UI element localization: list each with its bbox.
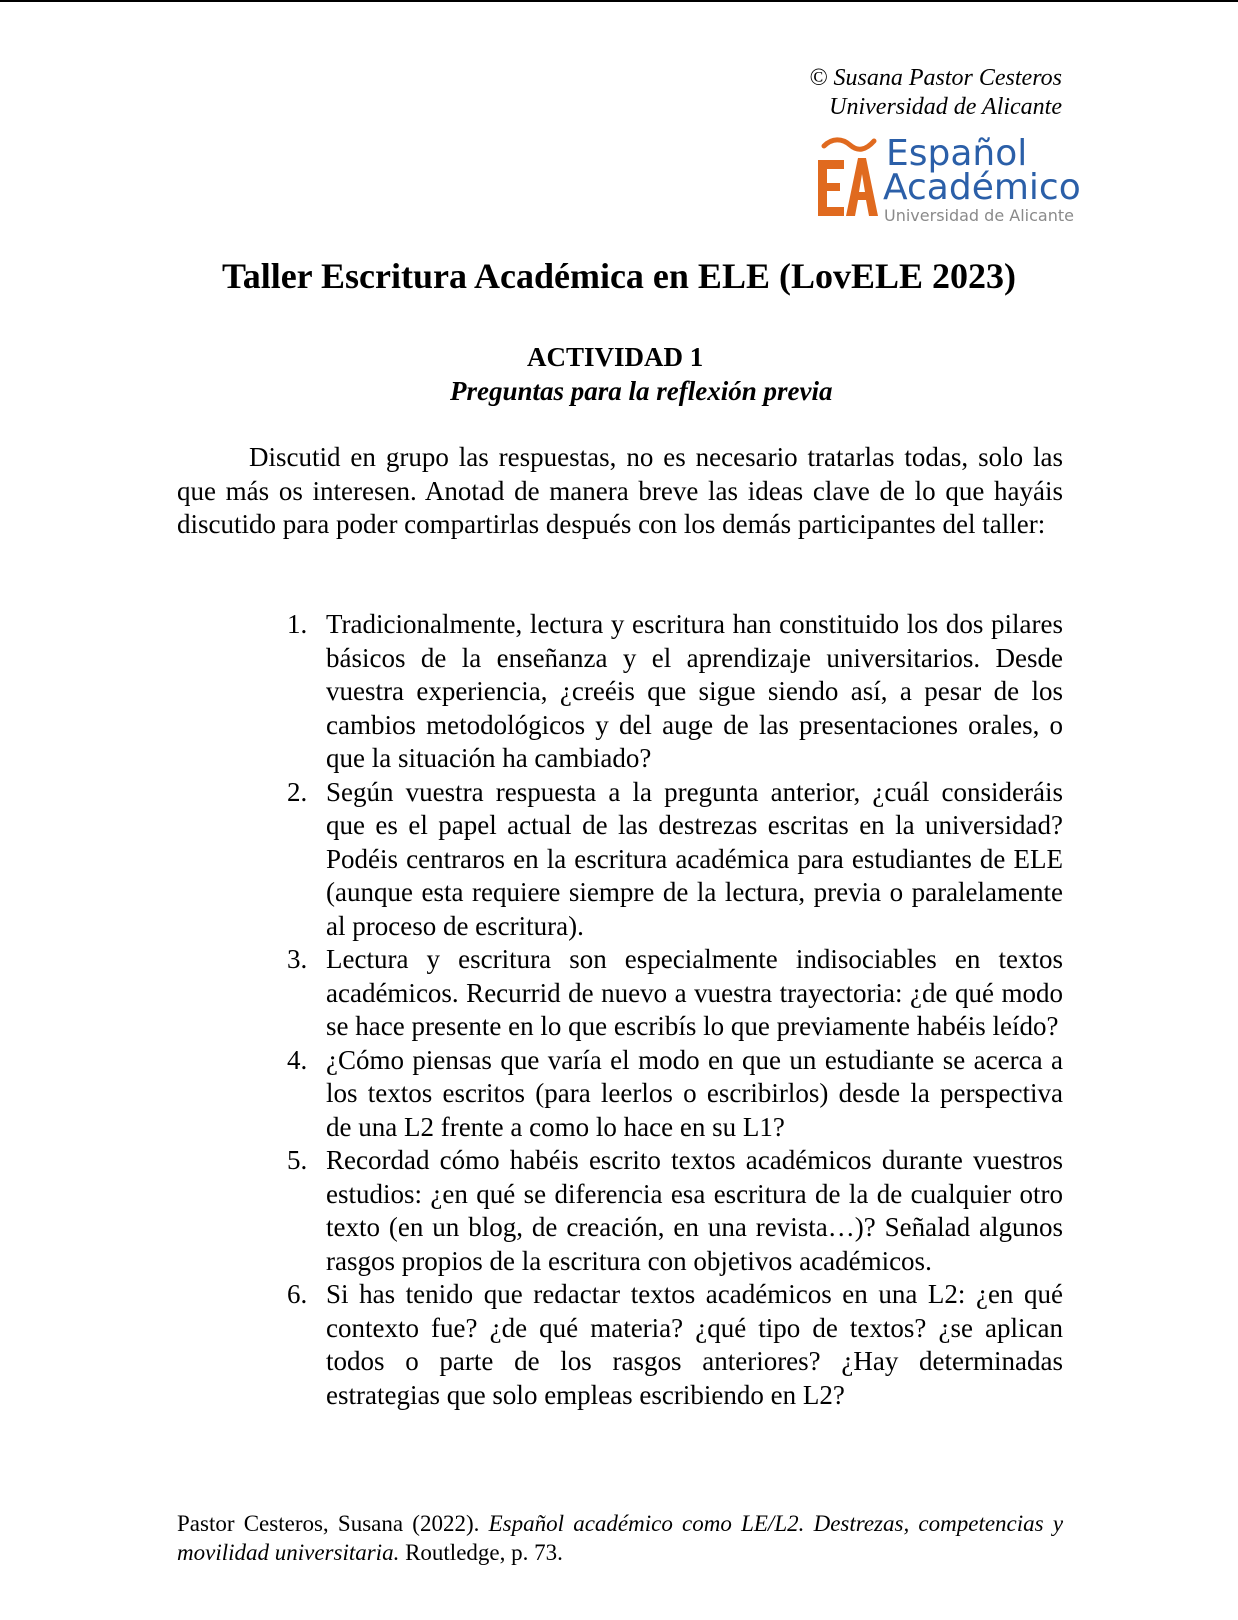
question-text: Recordad cómo habéis escrito textos académicos durante vuestros estudios: ¿en qué se diferencia esa escritura de la de cualquier otro texto (en un blog, de creación, en una revista…)? Señalad algunos rasgos propios de la escritura con objetivos académicos.	[326, 1145, 1063, 1276]
header-credits	[809, 64, 1062, 122]
logo-university: Universidad de Alicante	[884, 206, 1074, 225]
author-credit: © Susana Pastor Cesteros	[809, 65, 1062, 91]
question-text: ¿Cómo piensas que varía el modo en que un estudiante se acerca a los textos escritos (para leerlos o escribirlos) desde la perspectiva de una L2 frente a como lo hace en su L1?	[326, 1044, 1063, 1142]
intro-paragraph: Discutid en grupo las respuestas, no es necesario tratarlas todas, solo las que más os interesen. Anotad de manera breve las ideas clave de lo que hayáis discutido para poder compartirlas después con los demás participantes del taller:	[177, 442, 1063, 539]
question-item	[287, 943, 1063, 1044]
question-number: 5.	[287, 1145, 308, 1175]
question-item	[287, 1144, 1063, 1278]
reference-author: Pastor Cesteros, Susana (2022).	[177, 1511, 480, 1536]
question-text: Lectura y escritura son especialmente indisociables en textos académicos. Recurrid de nuevo a vuestra trayectoria: ¿de qué modo se hace presente en lo que escribís lo que previamente habéis leído?	[326, 944, 1063, 1041]
question-text: Tradicionalmente, lectura y escritura han constituido los dos pilares básicos de la enseñanza y el aprendizaje universitarios. Desde vuestra experiencia, ¿creéis que sigue siendo así, a pesar de los cambios metodológicos y del auge de las presentaciones orales, o que la situación ha cambiado?	[326, 609, 1063, 773]
question-number: 1.	[287, 609, 308, 639]
question-number: 4.	[287, 1044, 308, 1075]
question-number: 6.	[287, 1279, 308, 1309]
question-number: 3.	[287, 944, 308, 974]
question-item	[287, 776, 1063, 944]
question-item	[287, 1044, 1063, 1145]
espanol-academico-logo	[816, 133, 1081, 230]
reference-publisher: Routledge, p. 73.	[405, 1540, 563, 1565]
activity-subtitle: Preguntas para la reflexión previa	[450, 376, 833, 406]
ea-logo-mark	[816, 136, 880, 220]
top-border	[0, 0, 1238, 2]
question-number: 2.	[287, 776, 308, 807]
logo-word-espanol: Español	[886, 133, 1028, 174]
question-text: Según vuestra respuesta a la pregunta anterior, ¿cuál consideráis que es el papel actual de las destrezas escritas en la universidad? Podéis centraros en la escritura académica para estudiantes de ELE (aunque esta requiere siempre de la lectura, previa o paralelamente al proceso de escritura).	[326, 776, 1063, 941]
document-title: Taller Escritura Académica en ELE (LovELE 2023)	[221, 256, 1016, 296]
question-item	[287, 1278, 1063, 1412]
question-list	[287, 608, 1063, 1412]
question-item	[287, 608, 1063, 776]
reference-book-title: Español académico como LE/L2. Destrezas, competencias y movilidad universitaria.	[177, 1511, 1064, 1565]
question-text: Si has tenido que redactar textos académicos en una L2: ¿en qué contexto fue? ¿de qué materia? ¿qué tipo de textos? ¿se aplican todos o parte de los rasgos anteriores? ¿Hay determinadas estrategias que solo empleas escribiendo en L2?	[326, 1279, 1063, 1410]
bibliographic-reference	[177, 1509, 1063, 1567]
institution-credit: Universidad de Alicante	[829, 94, 1062, 120]
activity-title: ACTIVIDAD 1	[527, 342, 704, 372]
logo-word-academico: Académico	[883, 167, 1081, 208]
